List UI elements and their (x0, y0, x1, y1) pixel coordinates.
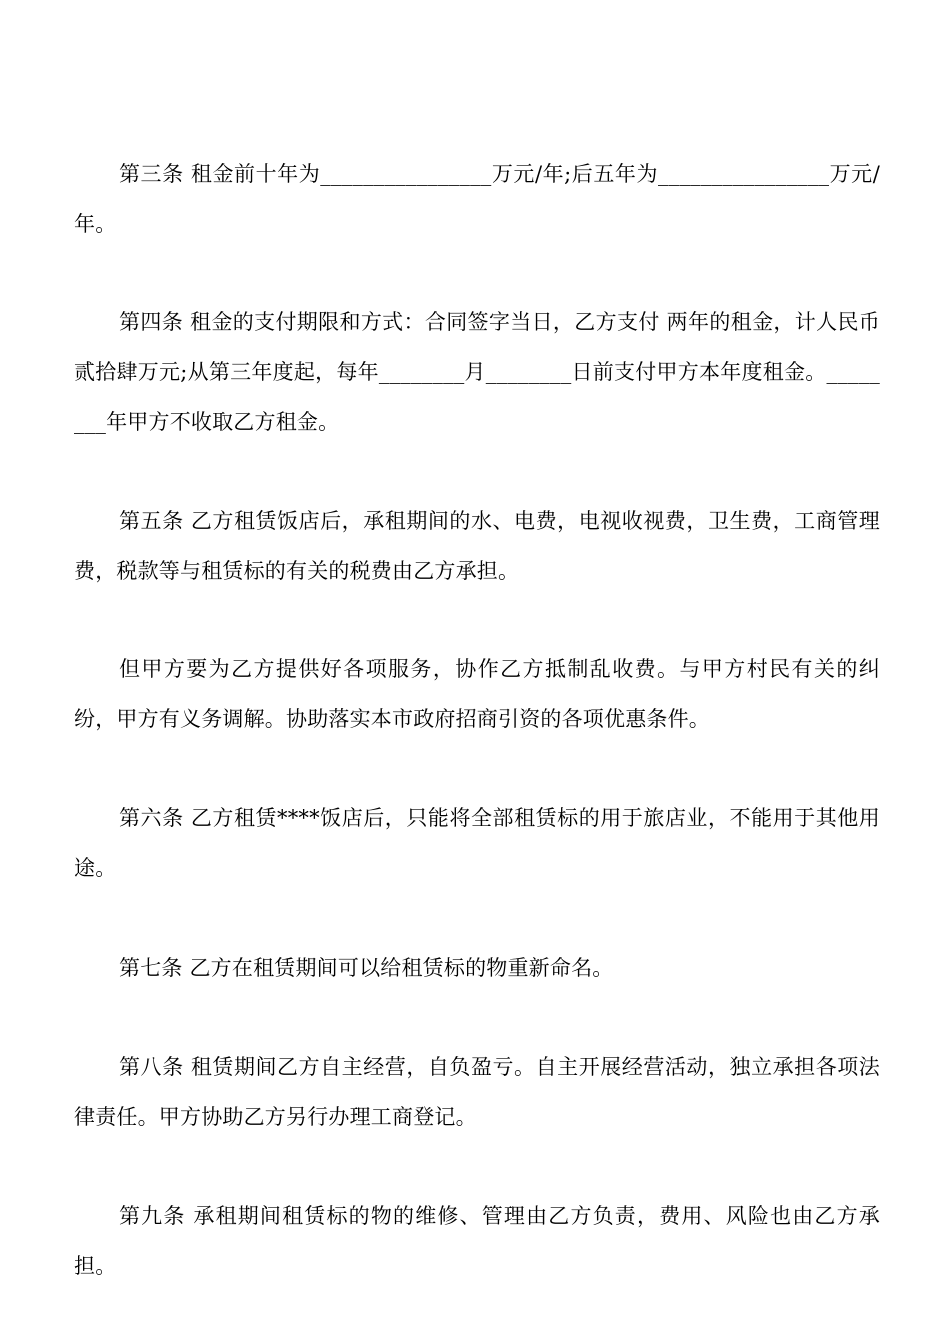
article-4-paragraph: 第四条 租金的支付期限和方式：合同签字当日，乙方支付 两年的租金，计人民币贰拾肆万元;从第三年度起，每年________月________日前支付甲方本年度租金。________年甲方不收取乙方租金。 (74, 310, 880, 434)
article-3-paragraph: 第三条 租金前十年为________________万元/年;后五年为________________万元/年。 (74, 162, 880, 236)
article-7-paragraph: 第七条 乙方在租赁期间可以给租赁标的物重新命名。 (119, 956, 614, 980)
article-5-continuation-paragraph: 但甲方要为乙方提供好各项服务，协作乙方抵制乱收费。与甲方村民有关的纠纷，甲方有义务调解。协助落实本市政府招商引资的各项优惠条件。 (74, 657, 880, 731)
article-6-paragraph: 第六条 乙方租赁****饭店后，只能将全部租赁标的用于旅店业，不能用于其他用途。 (74, 806, 880, 880)
article-5-paragraph: 第五条 乙方租赁饭店后，承租期间的水、电费，电视收视费，卫生费，工商管理费，税款等与租赁标的有关的税费由乙方承担。 (74, 509, 880, 583)
article-8-paragraph: 第八条 租赁期间乙方自主经营，自负盈亏。自主开展经营活动，独立承担各项法律责任。甲方协助乙方另行办理工商登记。 (74, 1055, 880, 1129)
article-9-paragraph: 第九条 承租期间租赁标的物的维修、管理由乙方负责，费用、风险也由乙方承担。 (74, 1204, 880, 1278)
